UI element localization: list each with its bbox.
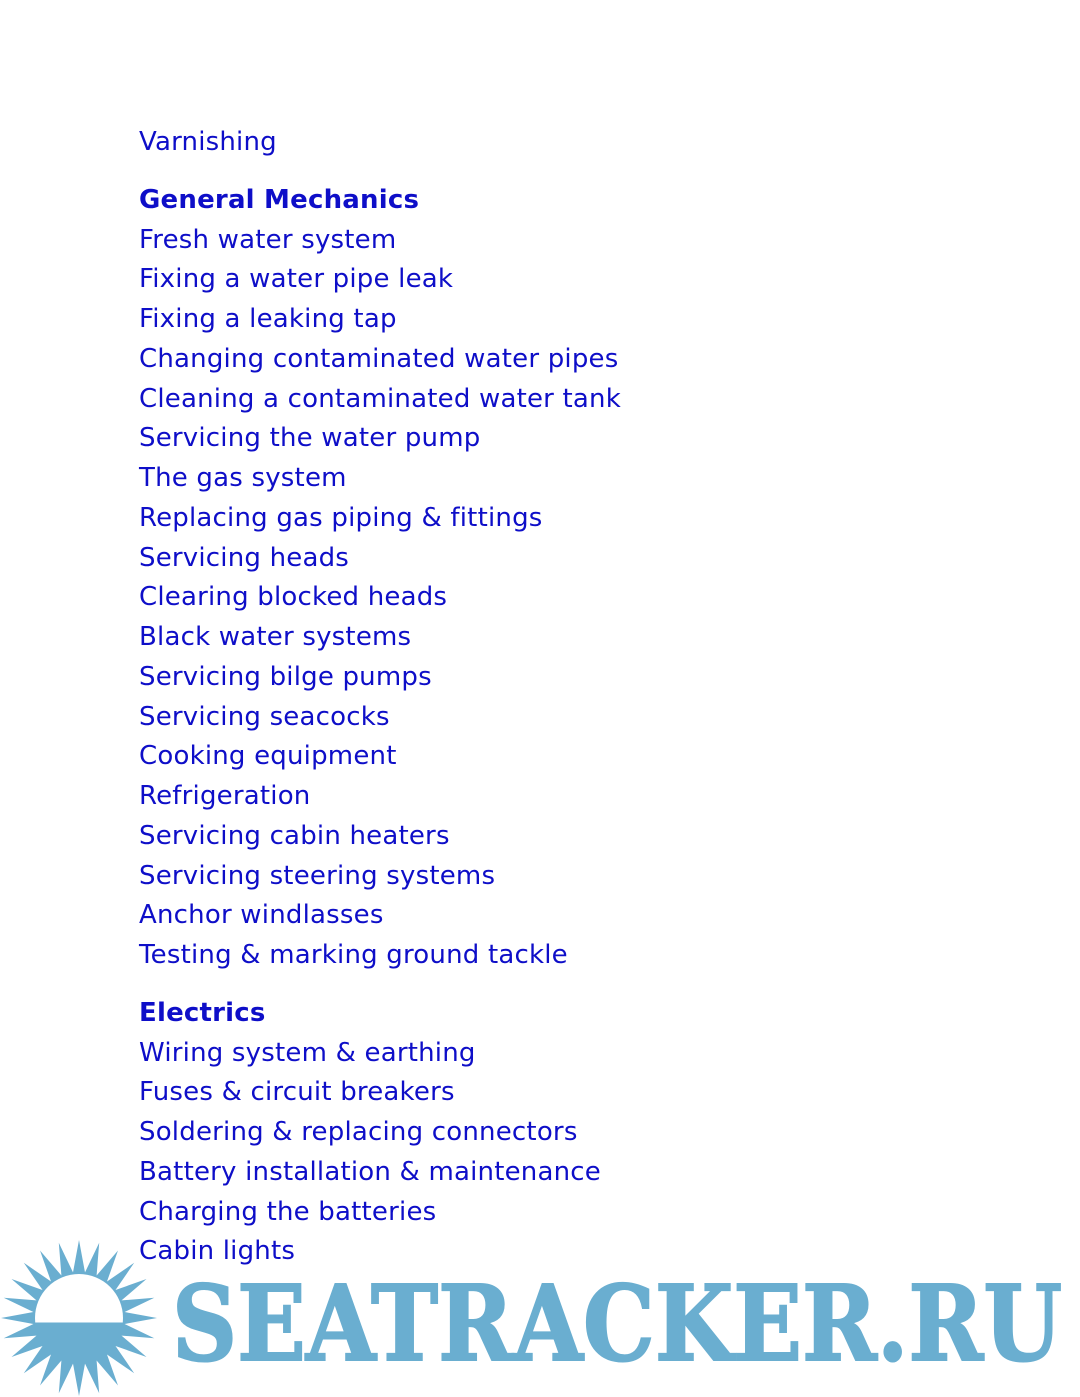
toc-link[interactable]: Soldering & replacing connectors [139, 1117, 578, 1147]
watermark [0, 1238, 1080, 1397]
section-heading: Electrics [139, 997, 266, 1028]
watermark-text: SEATRACKER.RU [172, 1262, 1062, 1385]
toc-link[interactable]: Servicing bilge pumps [139, 661, 432, 692]
toc-link[interactable]: Fixing a water pipe leak [139, 264, 454, 295]
toc-link[interactable]: Servicing steering systems [139, 860, 496, 891]
toc-link[interactable]: Anchor windlasses [139, 900, 384, 931]
toc-link[interactable]: Fuses & circuit breakers [139, 1077, 455, 1108]
toc-link[interactable]: Fixing a leaking tap [139, 304, 397, 334]
toc-link[interactable]: Refrigeration [139, 781, 311, 811]
section-spacer [139, 976, 621, 994]
section-heading: General Mechanics [139, 184, 420, 215]
toc-link[interactable]: Cleaning a contaminated water tank [139, 383, 621, 414]
toc-link[interactable]: Testing & marking ground tackle [139, 940, 568, 970]
toc-link[interactable]: Cabin lights [139, 1236, 296, 1267]
toc-link[interactable]: Black water systems [139, 622, 412, 652]
table-of-contents [139, 123, 621, 1272]
toc-link[interactable]: Changing contaminated water pipes [139, 343, 619, 374]
toc-link[interactable]: Cooking equipment [139, 741, 397, 772]
toc-link[interactable]: Charging the batteries [139, 1196, 437, 1227]
sun-icon [1, 1240, 157, 1396]
toc-link[interactable]: Clearing blocked heads [139, 582, 448, 613]
toc-link[interactable]: Servicing seacocks [139, 701, 390, 732]
toc-link[interactable]: Servicing cabin heaters [139, 820, 450, 851]
toc-link[interactable]: Wiring system & earthing [139, 1037, 476, 1068]
toc-link[interactable]: Servicing the water pump [139, 423, 481, 454]
toc-link[interactable]: Servicing heads [139, 542, 350, 573]
toc-link[interactable]: Battery installation & maintenance [139, 1156, 601, 1187]
toc-link[interactable]: Fresh water system [139, 224, 397, 255]
watermark-graphic [0, 1238, 1080, 1397]
toc-link[interactable]: Replacing gas piping & fittings [139, 502, 543, 533]
toc-link-varnishing[interactable]: Varnishing [139, 127, 277, 157]
toc-link[interactable]: The gas system [139, 463, 347, 493]
section-electrics [139, 994, 621, 1272]
section-general-mechanics [139, 181, 621, 976]
